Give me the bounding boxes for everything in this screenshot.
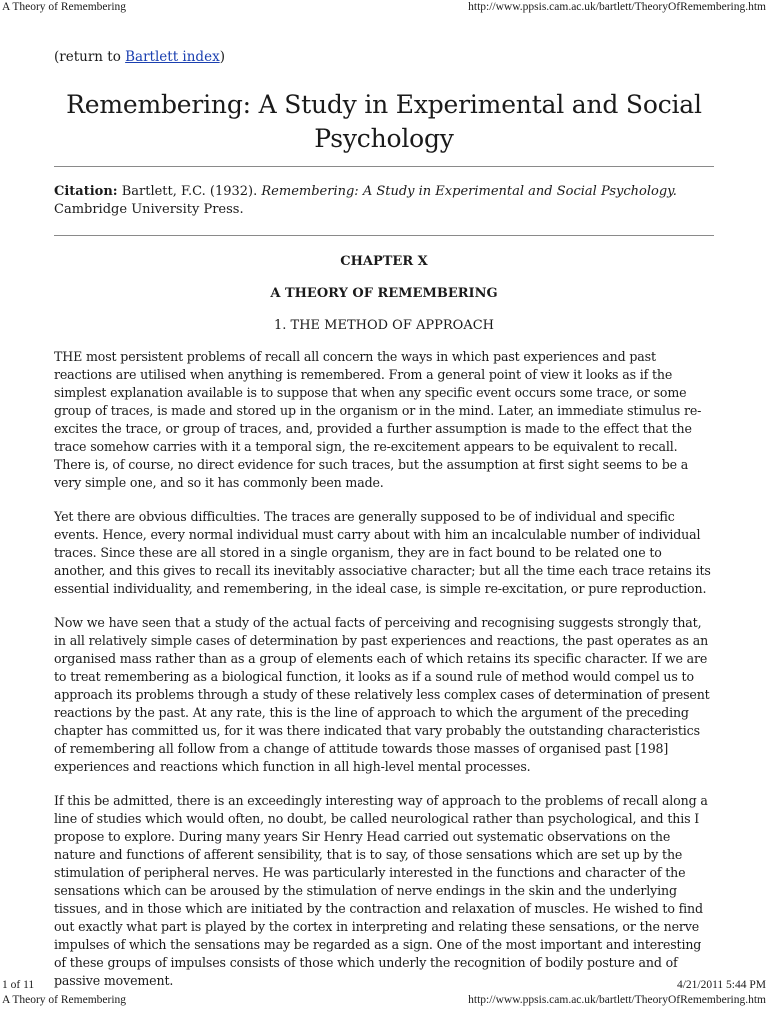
print-header-title: A Theory of Remembering bbox=[2, 1, 127, 13]
citation-author: Bartlett, F.C. (1932). bbox=[117, 184, 262, 199]
paragraph: Yet there are obvious difficulties. The traces are generally supposed to be of individual and specific events. Hence, every normal individual must carry about with him an incalculable number of individual traces. Since these are all stored in a single organism, they are in fact bound to be related one to another, and this gives to recall its inevitably associative character; but all the time each trace retains its essential individuality, and remembering, in the ideal case, is simple re-excitation, or pure reproduction. bbox=[54, 509, 711, 596]
return-prefix: (return to bbox=[54, 49, 126, 65]
print-header bbox=[0, 0, 768, 14]
citation-label: Citation: bbox=[54, 184, 118, 199]
print-footer-title: A Theory of Remembering bbox=[2, 994, 127, 1006]
divider-bottom bbox=[54, 235, 714, 236]
bartlett-index-link[interactable]: Bartlett index bbox=[125, 49, 220, 65]
citation bbox=[54, 183, 714, 219]
divider-top bbox=[54, 166, 714, 167]
print-footer-url: http://www.ppsis.cam.ac.uk/bartlett/TheoryOfRemembering.htm bbox=[468, 994, 766, 1006]
section-heading: 1. THE METHOD OF APPROACH bbox=[274, 318, 494, 333]
chapter-heading: CHAPTER X bbox=[340, 254, 428, 269]
print-datetime: 4/21/2011 5:44 PM bbox=[676, 979, 766, 991]
paragraph: Now we have seen that a study of the actual facts of perceiving and recognising suggests strongly that, in all relatively simple cases of determination by past experiences and reactions, the past operates as an organised mass rather than as a group of elements each of which retains its specific character. If we are to treat remembering as a biological function, it looks as if a sound rule of method would compel us to approach its problems through a study of these relatively less complex cases of determination of present reactions by the past. At any rate, this is the line of approach to which the argument of the preceding chapter has committed us, for it was there indicated that vary probably the outstanding characteristics of remembering all follow from a change of attitude towards those masses of organised past [198] experiences and reactions which function in all high-level mental processes. bbox=[54, 615, 710, 774]
print-header-url: http://www.ppsis.cam.ac.uk/bartlett/TheoryOfRemembering.htm bbox=[468, 1, 766, 13]
citation-publisher: Cambridge University Press. bbox=[54, 202, 244, 217]
paragraph: If this be admitted, there is an exceedingly interesting way of approach to the problems of recall along a line of studies which would often, no doubt, be called neurological rather than psychological, and this I propose to explore. During many years Sir Henry Head carried out systematic observations on the nature and functions of afferent sensibility, that is to say, of those sensations which are set up by the stimulation of peripheral nerves. He was particularly interested in the functions and character of the sensations which can be aroused by the stimulation of nerve endings in the skin and the underlying tissues, and in those which are initiated by the contraction and relaxation of muscles. He wished to find out exactly what part is played by the cortex in interpreting and relating these sensations, or the nerve impulses of which the sensations may be regarded as a sign. One of the most important and interesting of these groups of impulses consists of those which underly the recognition of bodily posture and of passive movement. bbox=[54, 793, 708, 988]
print-footer-secondary bbox=[0, 993, 768, 1007]
chapter-title: A THEORY OF REMEMBERING bbox=[270, 286, 498, 301]
page-title: Remembering: A Study in Experimental and Social Psychology bbox=[66, 90, 702, 153]
page-count: 1 of 11 bbox=[2, 979, 35, 991]
paragraph: THE most persistent problems of recall all concern the ways in which past experiences and past reactions are utilised when anything is remembered. From a general point of view it looks as if the simplest explanation available is to suppose that when any specific event occurs some trace, or some group of traces, is made and stored up in the organism or in the mind. Later, an immediate stimulus re-excites the trace, or group of traces, and, provided a further assumption is made to the effect that the trace somehow carries with it a temporal sign, the re-excitement appears to be equivalent to recall. There is, of course, no direct evidence for such traces, but the assumption at first sight seems to be a very simple one, and so it has commonly been made. bbox=[54, 349, 702, 490]
return-suffix: ) bbox=[219, 49, 225, 65]
document-page bbox=[54, 48, 714, 990]
print-footer bbox=[0, 978, 768, 992]
citation-work: Remembering: A Study in Experimental and Social Psychology. bbox=[261, 184, 677, 199]
return-line bbox=[54, 48, 714, 66]
